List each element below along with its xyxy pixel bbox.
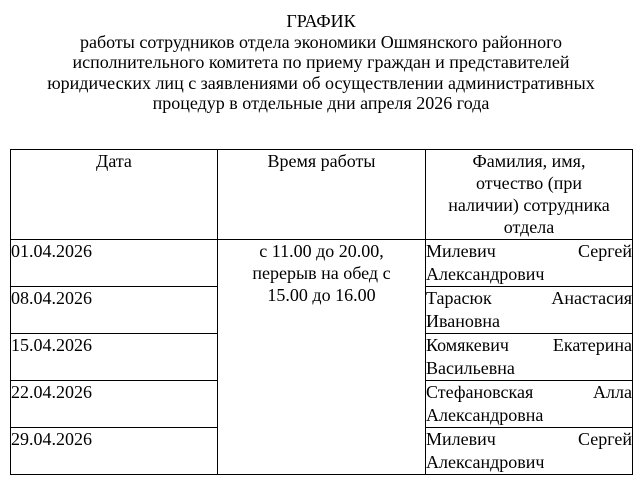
employee-name-cell — [426, 334, 633, 381]
schedule-table — [10, 149, 633, 475]
subtitle-line: работы сотрудников отдела экономики Ошмянского районного — [79, 31, 563, 52]
employee-patronymic: Ивановна — [426, 311, 501, 331]
employee-given-name: Екатерина — [552, 335, 632, 355]
employee-patronymic: Васильевна — [426, 358, 515, 378]
employee-patronymic: Александровна — [426, 405, 544, 425]
employee-name-cell — [426, 381, 633, 428]
employee-name-cell — [426, 287, 633, 334]
employee-surname: Комякевич — [426, 335, 509, 355]
employee-patronymic: Александрович — [426, 452, 545, 472]
work-time-line: с 11.00 до 20.00, — [259, 241, 384, 261]
document-title: ГРАФИК — [286, 11, 356, 31]
date-cell: 29.04.2026 — [11, 428, 218, 475]
employee-surname: Милевич — [426, 429, 496, 449]
subtitle-line: исполнительного комитета по приему граждан и представителей — [72, 52, 570, 72]
date-cell: 15.04.2026 — [11, 334, 218, 381]
subtitle-line: процедур в отдельные дни апреля 2026 года — [152, 93, 490, 113]
header-date: Дата — [11, 150, 218, 240]
subtitle-line: юридических лиц с заявлениями об осуществлении административных — [47, 72, 595, 93]
document-heading — [0, 11, 642, 114]
date-cell: 01.04.2026 — [11, 240, 218, 287]
employee-patronymic: Александрович — [426, 264, 545, 284]
header-name-line: Фамилия, имя, — [472, 151, 586, 171]
header-name — [426, 150, 633, 240]
employee-surname: Милевич — [426, 241, 496, 261]
employee-given-name: Сергей — [578, 241, 632, 261]
header-name-line: отчество (при — [475, 173, 583, 193]
employee-name-cell — [426, 240, 633, 287]
date-cell: 08.04.2026 — [11, 287, 218, 334]
work-time-cell — [218, 240, 426, 475]
employee-surname: Стефановская — [426, 382, 534, 402]
table-header-row — [11, 150, 633, 240]
employee-given-name: Сергей — [578, 429, 632, 449]
employee-name-cell — [426, 428, 633, 475]
date-cell: 22.04.2026 — [11, 381, 218, 428]
employee-given-name: Алла — [593, 382, 632, 402]
header-time: Время работы — [218, 150, 426, 240]
header-name-line: наличии) сотрудника — [448, 195, 610, 215]
employee-given-name: Анастасия — [551, 288, 632, 308]
table-row — [11, 240, 633, 287]
header-name-line: отдела — [503, 217, 555, 237]
work-time-line: перерыв на обед с — [252, 263, 391, 283]
work-time-line: 15.00 до 16.00 — [267, 285, 376, 305]
employee-surname: Тарасюк — [426, 288, 492, 308]
